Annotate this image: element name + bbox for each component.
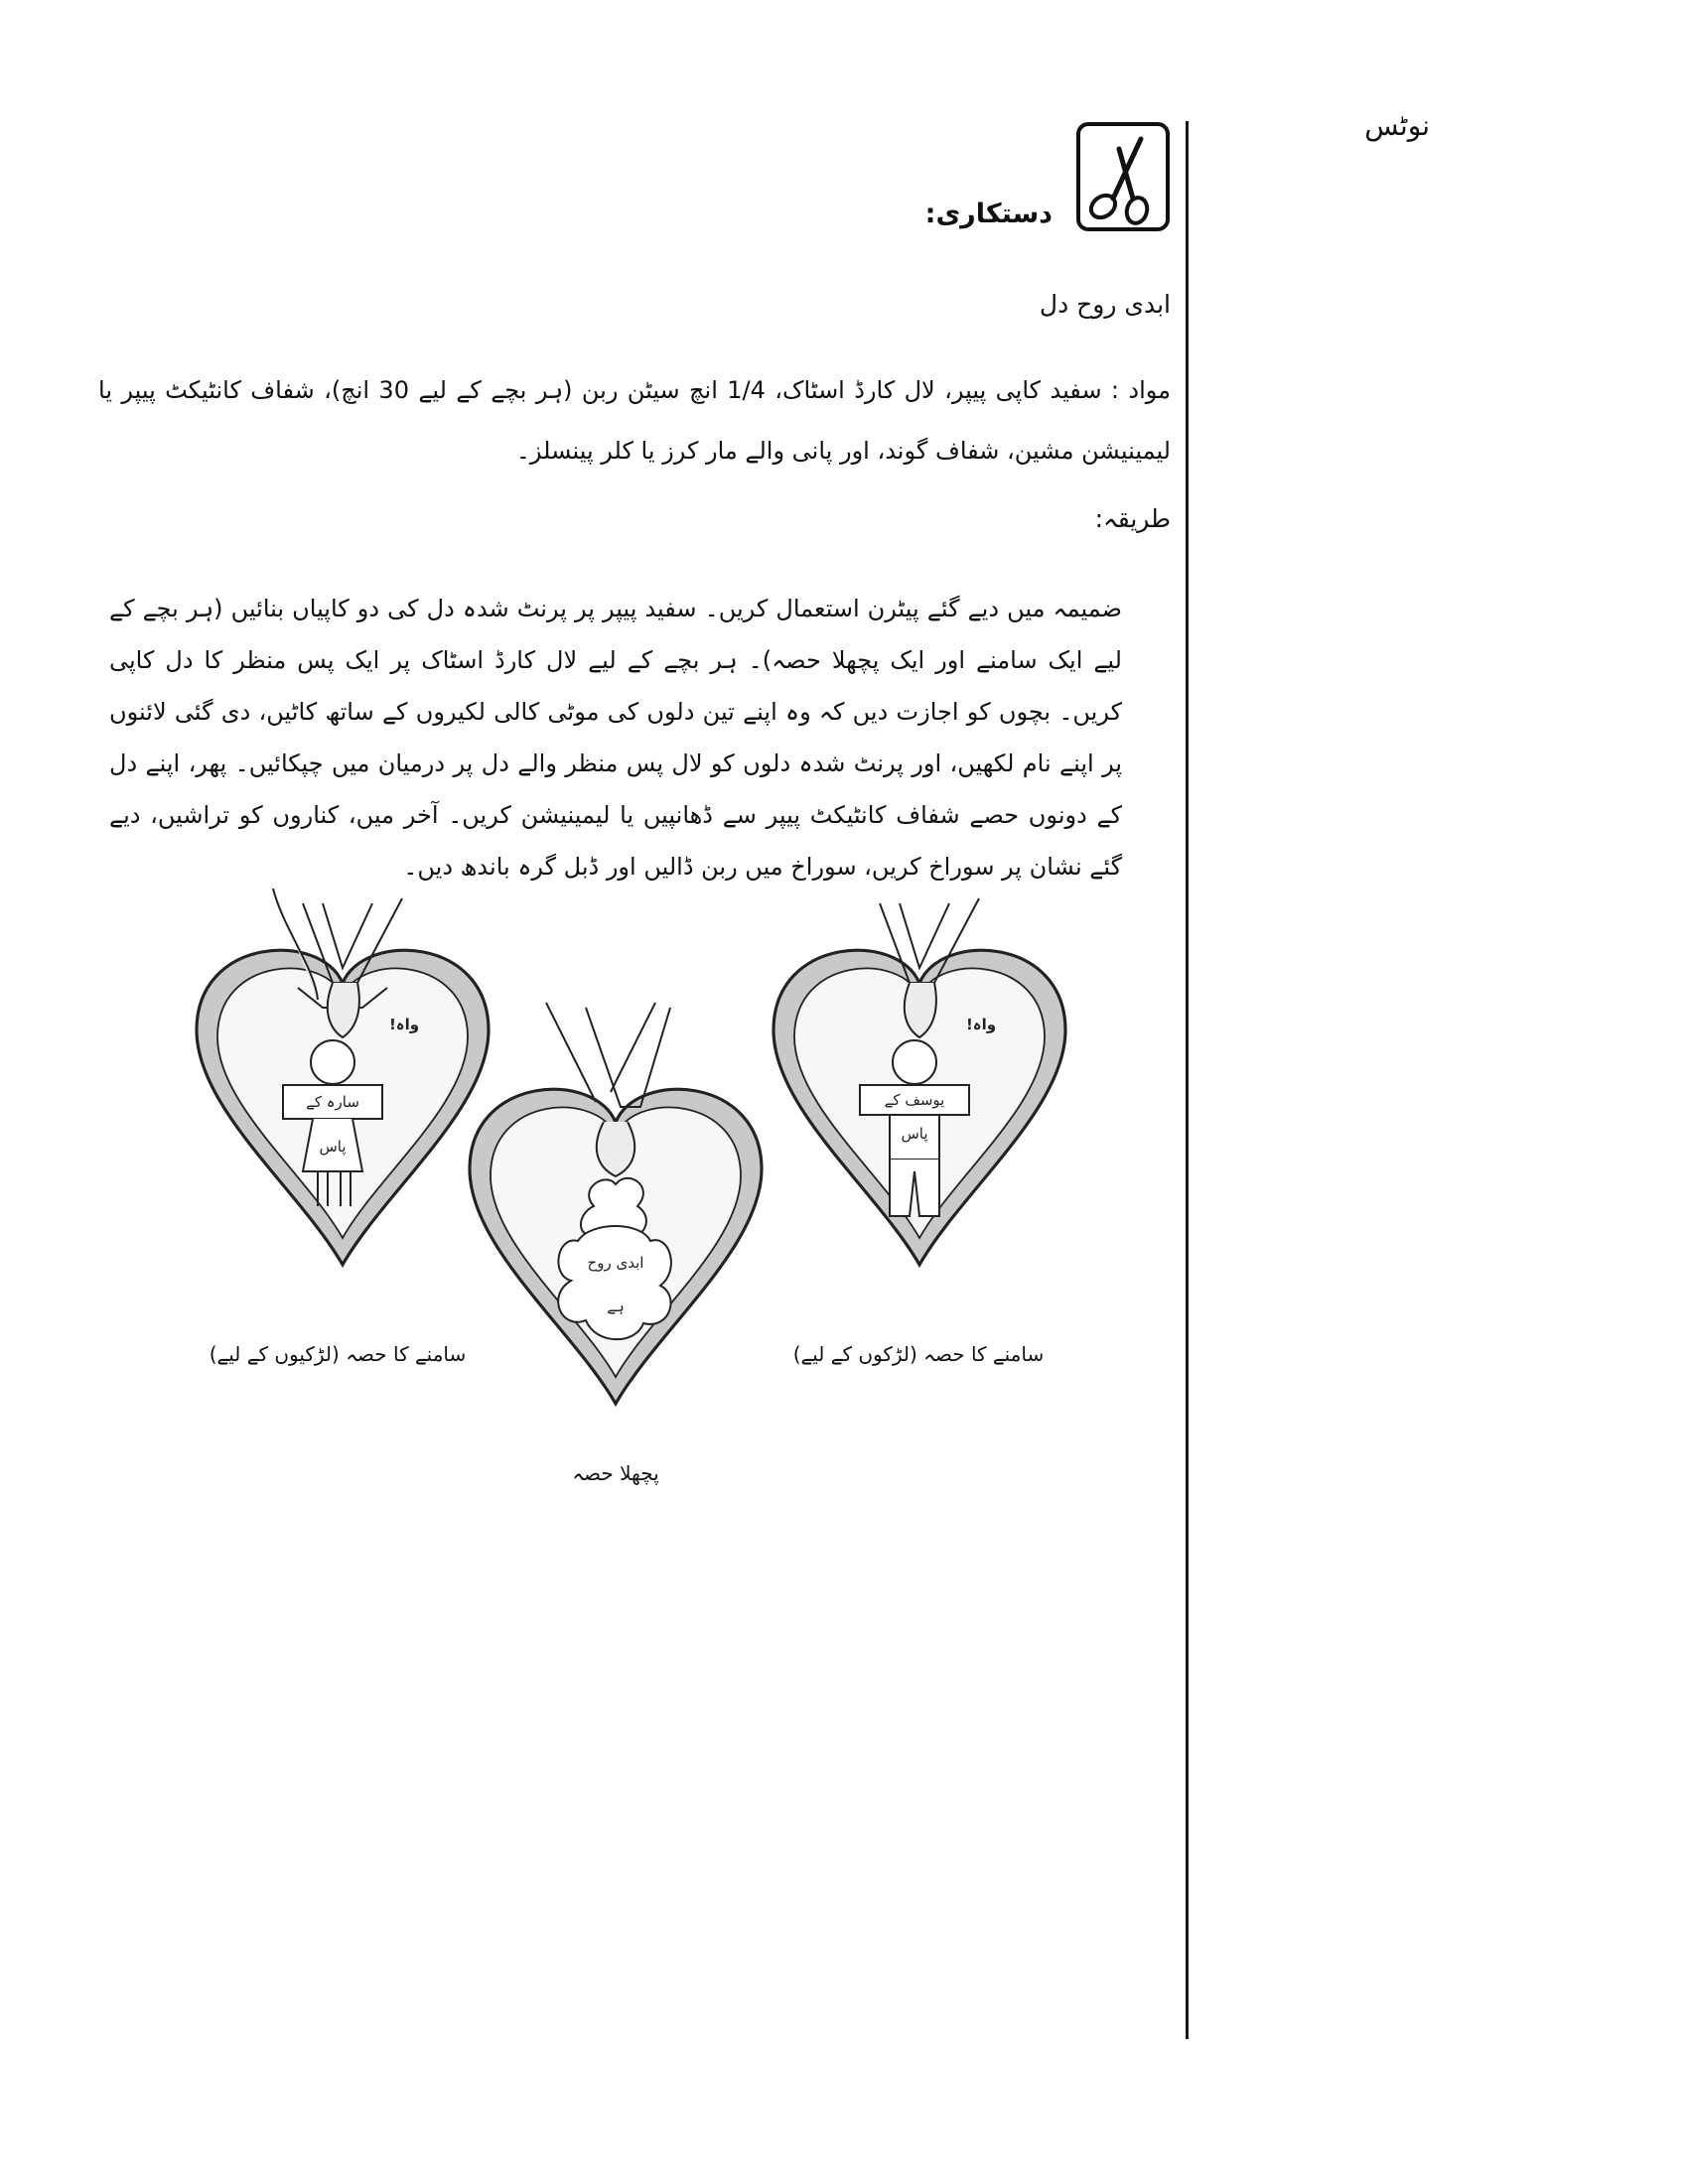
right-name-line: یوسف کے xyxy=(884,1091,945,1109)
notes-label: نوٹس xyxy=(1364,109,1430,142)
method-text: ضمیمہ میں دیے گئے پیٹرن استعمال کریں۔ سفید پیپر پر پرنٹ شدہ دل کی دو کاپیاں بنائیں (ہر بچے کے لیے ایک سامنے اور ایک پچھلا حصہ)۔ ہر بچے کے لیے لال کارڈ اسٹاک پر ایک پس منظر کا دل کاپی کریں۔ بچوں کو اجازت دیں کہ وہ اپنے تین دلوں کی موٹی کالی لکیروں کے ساتھ کاٹیں، دی گئی لائنوں پر اپنے نام لکھیں، اور پرنٹ شدہ دلوں کو لال پس منظر والے دل پر درمیان میں چپکائیں۔ پھر، اپنے دل کے دونوں حصے شفاف کانٹیکٹ پیپر سے ڈھانپیں یا لیمینیشن کریں۔ آخر میں، کناروں کو تراشیں، دیے گئے نشان پر سوراخ کریں، سوراخ میں ربن ڈالیں اور ڈبل گرہ باندھ دیں۔ xyxy=(109,595,1122,881)
right-heart-front-boys xyxy=(774,898,1065,1265)
column-divider xyxy=(1186,121,1189,2039)
section-title: دستکاری: xyxy=(924,199,1053,229)
scissors-icon xyxy=(1075,121,1171,232)
middle-cloud-top: ابدی روح xyxy=(587,1254,644,1272)
right-exclaim: واہ! xyxy=(965,1016,997,1033)
middle-heart-back xyxy=(470,1003,762,1404)
left-paas: پاس xyxy=(319,1138,347,1156)
method-label: طریقہ: xyxy=(1094,504,1171,533)
middle-heart-caption: پچھلا حصہ xyxy=(572,1461,659,1485)
left-heart-caption: سامنے کا حصہ (لڑکیوں کے لیے) xyxy=(209,1342,467,1366)
materials-text: مواد : سفید کاپی پیپر، لال کارڈ اسٹاک، 1/4 انچ سیٹن ربن (ہر بچے کے لیے 30 انچ)، شفاف کانٹیکٹ پیپر یا لیمینیشن مشین، شفاف گوند، اور پانی والے مار کرز یا کلر پینسلز۔ xyxy=(98,376,1172,465)
craft-title: ابدی روح دل xyxy=(1039,290,1171,319)
left-name-line: سارہ کے xyxy=(306,1093,359,1111)
right-paas: پاس xyxy=(901,1125,928,1143)
left-heart-front-girls xyxy=(197,888,489,1265)
heart-illustration xyxy=(169,888,1082,1524)
right-heart-caption: سامنے کا حصہ (لڑکوں کے لیے) xyxy=(792,1342,1045,1366)
left-exclaim: واہ! xyxy=(388,1016,420,1033)
middle-cloud-mid: ہے xyxy=(607,1297,625,1315)
